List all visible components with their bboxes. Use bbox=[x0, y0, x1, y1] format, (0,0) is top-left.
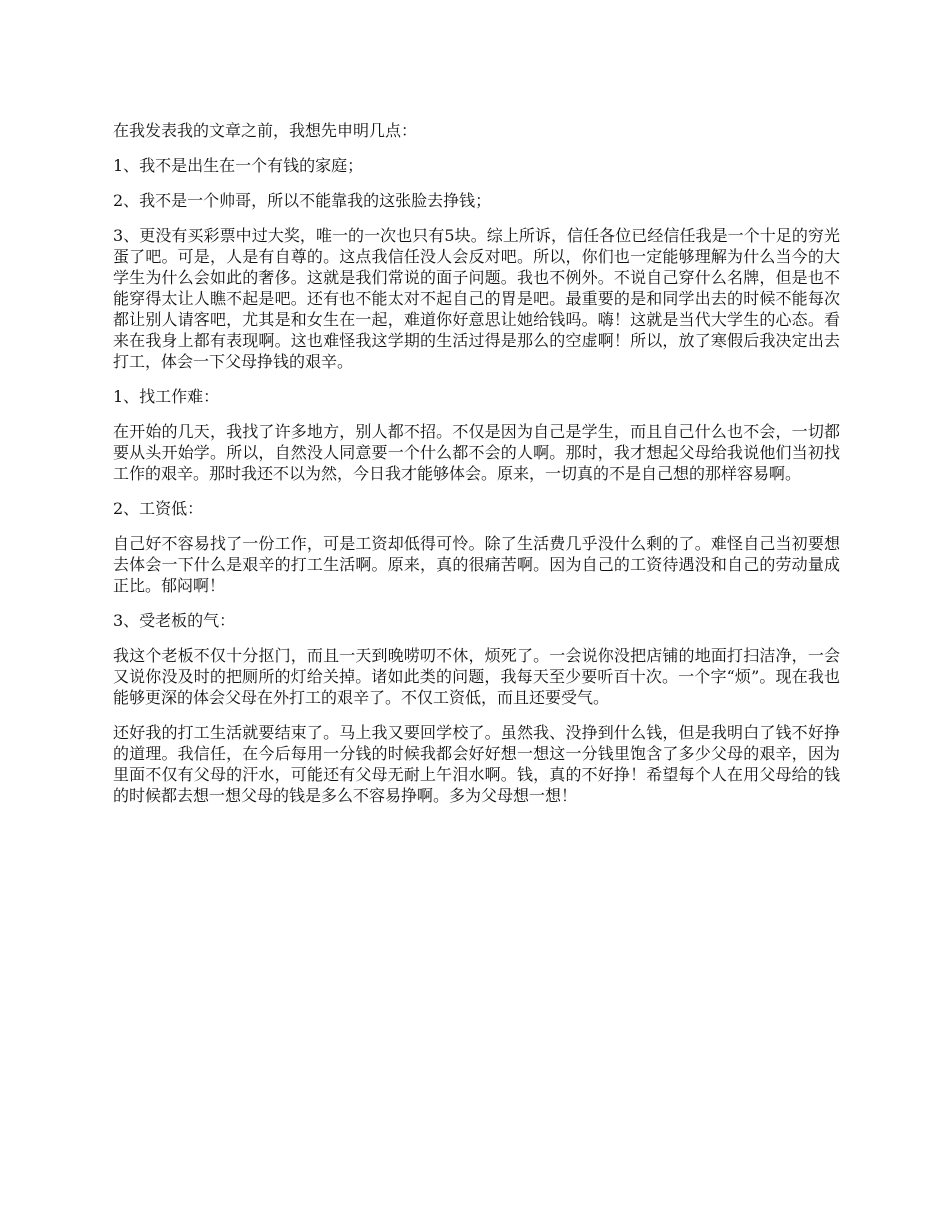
point-2-paragraph: 2、我不是一个帅哥，所以不能靠我的这张脸去挣钱； bbox=[113, 191, 492, 210]
section-heading-job-hunt: 1、找工作难： bbox=[113, 387, 220, 406]
intro-paragraph: 在我发表我的文章之前，我想先申明几点： bbox=[113, 121, 418, 140]
point-1-paragraph: 1、我不是出生在一个有钱的家庭； bbox=[113, 156, 364, 175]
point-3-paragraph: 3、更没有买彩票中过大奖，唯一的一次也只有5块。综上所诉，信任各位已经信任我是一个十足的穷光蛋了吧。可是，人是有自尊的。这点我信任没人会反对吧。所以，你们也一定能够理解为什么当今的大学生为什么会如此的奢侈。这就是我们常说的面子问题。我也不例外。不说自己穿什么名牌，但是也不能穿得太让人瞧不起是吧。还有也不能太对不起自己的胃是吧。最重要的是和同学出去的时候不能每次都让别人请客吧，尤其是和女生在一起，难道你好意思让她给钱吗。嗨！这就是当代大学生的心态。看来在我身上都有表现啊。这也难怪我这学期的生活过得是那么的空虚啊！所以，放了寒假后我决定出去打工，体会一下父母挣钱的艰辛。 bbox=[113, 226, 840, 371]
boss-paragraph: 我这个老板不仅十分抠门，而且一天到晚唠叨不休，烦死了。一会说你没把店铺的地面打扫洁净，一会又说你没及时的把厕所的灯给关掉。诸如此类的问题，我每天至少要听百十次。一个字“烦”。现在我也能够更深的体会父母在外打工的艰辛了。不仅工资低，而且还要受气。 bbox=[113, 646, 840, 707]
section-heading-low-wage: 2、工资低： bbox=[113, 499, 204, 518]
conclusion-paragraph: 还好我的打工生活就要结束了。马上我又要回学校了。虽然我、没挣到什么钱，但是我明白了钱不好挣的道理。我信任，在今后每用一分钱的时候我都会好好想一想这一分钱里饱含了多少父母的艰辛，因为里面不仅有父母的汗水，可能还有父母无耐上午泪水啊。钱，真的不好挣！希望每个人在用父母给的钱的时候都去想一想父母的钱是多么不容易挣啊。多为父母想一想！ bbox=[113, 723, 840, 805]
job-hunt-paragraph: 在开始的几天，我找了许多地方，别人都不招。不仅是因为自己是学生，而且自己什么也不会，一切都要从头开始学。所以，自然没人同意要一个什么都不会的人啊。那时，我才想起父母给我说他们当初找工作的艰辛。那时我还不以为然，今日我才能够体会。原来，一切真的不是自己想的那样容易啊。 bbox=[113, 422, 840, 483]
low-wage-paragraph: 自己好不容易找了一份工作，可是工资却低得可怜。除了生活费几乎没什么剩的了。难怪自己当初要想去体会一下什么是艰辛的打工生活啊。原来，真的很痛苦啊。因为自己的工资待遇没和自己的劳动量成正比。郁闷啊！ bbox=[113, 534, 840, 595]
section-heading-boss: 3、受老板的气： bbox=[113, 611, 236, 630]
document-body bbox=[113, 120, 840, 820]
